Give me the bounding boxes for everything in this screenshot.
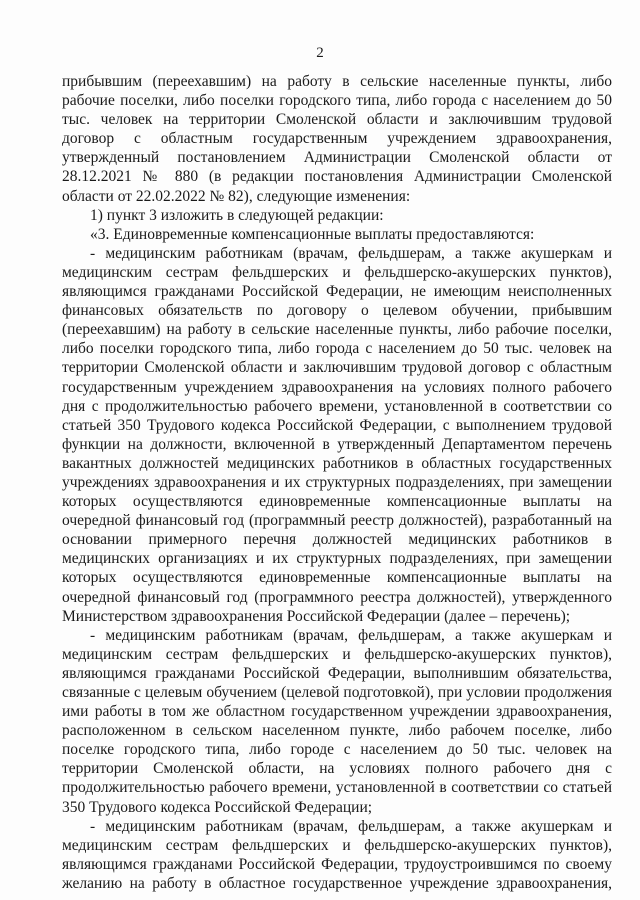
paragraph-bullet-3: - медицинским работникам (врачам, фельдшерам, а также акушеркам и медицинским сестрам фельдшерских и фельдшерско-акушерских пунктов), являющимся гражданами Российской Федерации, трудоустроившимся по своему желанию на работу в областное государственное учреждение здравоохранения,: [62, 817, 612, 892]
paragraph-point-3-heading: «3. Единовременные компенсационные выплаты предоставляются:: [90, 225, 535, 243]
paragraph-item-1: 1) пункт 3 изложить в следующей редакции:: [90, 206, 384, 224]
paragraph-continuation: прибывшим (переехавшим) на работу в сельские населенные пункты, либо рабочие поселки, либо поселки городского типа, либо города с населением до 50 тыс. человек на территории Смоленской области и заключившим трудовой договор с областным государственным учреждением здравоохранения, утвержденный постановлением Администрации Смоленской области от 28.12.2021 № 880 (в редакции постановления Администрации Смоленской области от 22.02.2022 № 82), следующие изменения:: [62, 73, 612, 205]
paragraph-bullet-1: - медицинским работникам (врачам, фельдшерам, а также акушеркам и медицинским сестрам фельдшерских и фельдшерско-акушерских пунктов), являющимся гражданами Российской Федерации, не имеющим неисполненных финансовых обязательств по договору о целевом обучении, прибывшим (переехавшим) на работу в сельские населенные пункты, либо рабочие поселки, либо поселки городского типа, либо города с населением до 50 тыс. человек на территории Смоленской области и заключившим трудовой договор с областным государственным учреждением здравоохранения на условиях полного рабочего дня с продолжительностью рабочего времени, установленной в соответствии со статьей 350 Трудового кодекса Российской Федерации, с выполнением трудовой функции на должности, включенной в утвержденный Департаментом перечень вакантных должностей медицинских работников в областных государственных учреждениях здравоохранения и их структурных подразделениях, при замещении которых осуществляются единовременные компенсационные выплаты на очередной финансовый год (программный реестр должностей), разработанный на основании примерного перечня должностей медицинских работников в медицинских организациях и их структурных подразделениях, при замещении которых осуществляются единовременные компенсационные выплаты на очередной финансовый год (программного реестра должностей), утвержденного Министерством здравоохранения Российской Федерации (далее – перечень);: [62, 244, 612, 625]
document-body: [62, 72, 612, 893]
paragraph-bullet-2: - медицинским работникам (врачам, фельдшерам, а также акушеркам и медицинским сестрам фельдшерских и фельдшерско-акушерских пунктов), являющимся гражданами Российской Федерации, выполнившим обязательства, связанные с целевым обучением (целевой подготовкой), при условии продолжения ими работы в том же областном государственном учреждении здравоохранения, расположенном в сельском населенном пункте, либо рабочем поселке, либо поселке городского типа, либо городе с населением до 50 тыс. человек на территории Смоленской области, на условиях полного рабочего дня с продолжительностью рабочего времени, установленной в соответствии со статьей 350 Трудового кодекса Российской Федерации;: [62, 626, 612, 816]
page-number: 2: [316, 45, 324, 61]
